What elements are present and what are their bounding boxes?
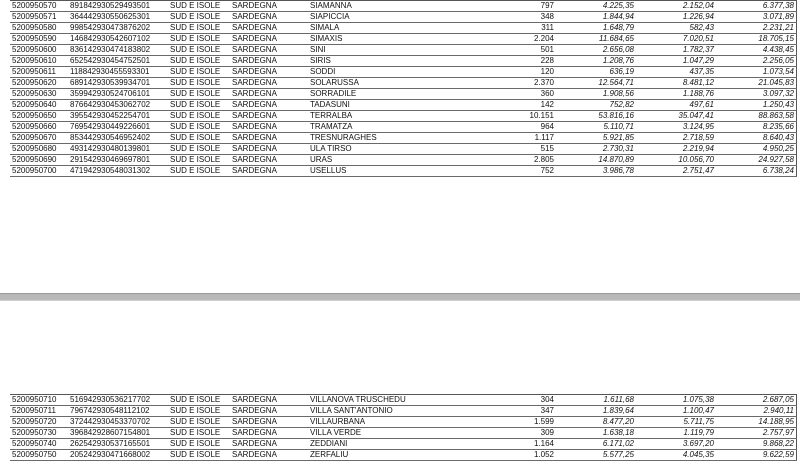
count-cell: 2.805 bbox=[472, 155, 556, 166]
value2-cell: 1.047,29 bbox=[636, 56, 716, 67]
region-cell: SARDEGNA bbox=[230, 56, 308, 67]
table-row bbox=[10, 428, 797, 439]
value2-cell: 1.075,38 bbox=[636, 395, 716, 406]
id-cell: 396842928607154801 bbox=[68, 428, 168, 439]
value2-cell: 7.020,51 bbox=[636, 34, 716, 45]
value1-cell: 53.816,16 bbox=[556, 111, 636, 122]
table-row bbox=[10, 450, 797, 461]
id-cell: 876642930453062702 bbox=[68, 100, 168, 111]
id-cell: 891842930529493501 bbox=[68, 1, 168, 12]
municipality-cell: VILLA SANT'ANTONIO bbox=[308, 406, 472, 417]
value1-cell: 1.844,94 bbox=[556, 12, 636, 23]
document-page-top bbox=[10, 0, 795, 177]
municipality-cell: USELLUS bbox=[308, 166, 472, 177]
table-row bbox=[10, 89, 797, 100]
code-cell: 5200950590 bbox=[10, 34, 68, 45]
code-cell: 5200950610 bbox=[10, 56, 68, 67]
table-body-top bbox=[10, 1, 797, 177]
total-cell: 1.073,54 bbox=[716, 67, 797, 78]
count-cell: 2.204 bbox=[472, 34, 556, 45]
municipality-cell: ZERFALIU bbox=[308, 450, 472, 461]
area-cell: SUD E ISOLE bbox=[168, 67, 230, 78]
id-cell: 205242930471668002 bbox=[68, 450, 168, 461]
count-cell: 304 bbox=[472, 395, 556, 406]
area-cell: SUD E ISOLE bbox=[168, 45, 230, 56]
total-cell: 2.940,11 bbox=[716, 406, 797, 417]
value2-cell: 5.711,75 bbox=[636, 417, 716, 428]
count-cell: 2.370 bbox=[472, 78, 556, 89]
table-row bbox=[10, 56, 797, 67]
municipality-table-top bbox=[10, 0, 797, 177]
value1-cell: 636,19 bbox=[556, 67, 636, 78]
count-cell: 797 bbox=[472, 1, 556, 12]
value2-cell: 8.481,12 bbox=[636, 78, 716, 89]
municipality-cell: TERRALBA bbox=[308, 111, 472, 122]
value2-cell: 2.751,47 bbox=[636, 166, 716, 177]
region-cell: SARDEGNA bbox=[230, 34, 308, 45]
table-row bbox=[10, 417, 797, 428]
value2-cell: 3.124,95 bbox=[636, 122, 716, 133]
table-row bbox=[10, 78, 797, 89]
municipality-cell: TADASUNI bbox=[308, 100, 472, 111]
code-cell: 5200950620 bbox=[10, 78, 68, 89]
code-cell: 5200950650 bbox=[10, 111, 68, 122]
area-cell: SUD E ISOLE bbox=[168, 34, 230, 45]
value1-cell: 5.110,71 bbox=[556, 122, 636, 133]
code-cell: 5200950660 bbox=[10, 122, 68, 133]
municipality-cell: ULA TIRSO bbox=[308, 144, 472, 155]
count-cell: 964 bbox=[472, 122, 556, 133]
value2-cell: 10.056,70 bbox=[636, 155, 716, 166]
area-cell: SUD E ISOLE bbox=[168, 144, 230, 155]
region-cell: SARDEGNA bbox=[230, 45, 308, 56]
table-row bbox=[10, 12, 797, 23]
region-cell: SARDEGNA bbox=[230, 122, 308, 133]
total-cell: 24.927,58 bbox=[716, 155, 797, 166]
table-row bbox=[10, 67, 797, 78]
region-cell: SARDEGNA bbox=[230, 100, 308, 111]
count-cell: 752 bbox=[472, 166, 556, 177]
table-body-bottom bbox=[10, 395, 797, 461]
value2-cell: 1.226,94 bbox=[636, 12, 716, 23]
count-cell: 501 bbox=[472, 45, 556, 56]
code-cell: 5200950580 bbox=[10, 23, 68, 34]
value2-cell: 437,35 bbox=[636, 67, 716, 78]
region-cell: SARDEGNA bbox=[230, 417, 308, 428]
municipality-table-bottom bbox=[10, 394, 797, 461]
region-cell: SARDEGNA bbox=[230, 144, 308, 155]
value1-cell: 5.577,25 bbox=[556, 450, 636, 461]
region-cell: SARDEGNA bbox=[230, 166, 308, 177]
code-cell: 5200950600 bbox=[10, 45, 68, 56]
table-row bbox=[10, 45, 797, 56]
count-cell: 1.117 bbox=[472, 133, 556, 144]
region-cell: SARDEGNA bbox=[230, 395, 308, 406]
table-row bbox=[10, 122, 797, 133]
municipality-cell: SODDI bbox=[308, 67, 472, 78]
value1-cell: 1.611,68 bbox=[556, 395, 636, 406]
value1-cell: 4.225,35 bbox=[556, 1, 636, 12]
region-cell: SARDEGNA bbox=[230, 23, 308, 34]
total-cell: 8.640,43 bbox=[716, 133, 797, 144]
municipality-cell: SIAPICCIA bbox=[308, 12, 472, 23]
total-cell: 3.097,32 bbox=[716, 89, 797, 100]
area-cell: SUD E ISOLE bbox=[168, 1, 230, 12]
total-cell: 4.950,25 bbox=[716, 144, 797, 155]
id-cell: 118842930455593301 bbox=[68, 67, 168, 78]
total-cell: 3.071,89 bbox=[716, 12, 797, 23]
code-cell: 5200950670 bbox=[10, 133, 68, 144]
code-cell: 5200950611 bbox=[10, 67, 68, 78]
value2-cell: 2.718,59 bbox=[636, 133, 716, 144]
municipality-cell: SIMALA bbox=[308, 23, 472, 34]
count-cell: 1.052 bbox=[472, 450, 556, 461]
table-row bbox=[10, 406, 797, 417]
table-row bbox=[10, 1, 797, 12]
table-row bbox=[10, 34, 797, 45]
area-cell: SUD E ISOLE bbox=[168, 23, 230, 34]
total-cell: 88.863,58 bbox=[716, 111, 797, 122]
value2-cell: 497,61 bbox=[636, 100, 716, 111]
value1-cell: 1.638,18 bbox=[556, 428, 636, 439]
area-cell: SUD E ISOLE bbox=[168, 450, 230, 461]
table-row bbox=[10, 155, 797, 166]
value2-cell: 4.045,35 bbox=[636, 450, 716, 461]
id-cell: 516942930536217702 bbox=[68, 395, 168, 406]
area-cell: SUD E ISOLE bbox=[168, 428, 230, 439]
code-cell: 5200950740 bbox=[10, 439, 68, 450]
region-cell: SARDEGNA bbox=[230, 67, 308, 78]
value1-cell: 5.921,85 bbox=[556, 133, 636, 144]
id-cell: 146842930542607102 bbox=[68, 34, 168, 45]
count-cell: 348 bbox=[472, 12, 556, 23]
municipality-cell: VILLA VERDE bbox=[308, 428, 472, 439]
count-cell: 360 bbox=[472, 89, 556, 100]
municipality-cell: VILLAURBANA bbox=[308, 417, 472, 428]
count-cell: 311 bbox=[472, 23, 556, 34]
table-row bbox=[10, 439, 797, 450]
municipality-cell: TRAMATZA bbox=[308, 122, 472, 133]
id-cell: 998542930473876202 bbox=[68, 23, 168, 34]
value1-cell: 1.208,76 bbox=[556, 56, 636, 67]
total-cell: 14.188,95 bbox=[716, 417, 797, 428]
value1-cell: 2.730,31 bbox=[556, 144, 636, 155]
municipality-cell: SIRIS bbox=[308, 56, 472, 67]
count-cell: 347 bbox=[472, 406, 556, 417]
region-cell: SARDEGNA bbox=[230, 450, 308, 461]
count-cell: 228 bbox=[472, 56, 556, 67]
value1-cell: 1.648,79 bbox=[556, 23, 636, 34]
code-cell: 5200950690 bbox=[10, 155, 68, 166]
region-cell: SARDEGNA bbox=[230, 12, 308, 23]
total-cell: 2.231,21 bbox=[716, 23, 797, 34]
count-cell: 1.599 bbox=[472, 417, 556, 428]
id-cell: 372442930453370702 bbox=[68, 417, 168, 428]
code-cell: 5200950640 bbox=[10, 100, 68, 111]
region-cell: SARDEGNA bbox=[230, 1, 308, 12]
value2-cell: 1.119,79 bbox=[636, 428, 716, 439]
code-cell: 5200950700 bbox=[10, 166, 68, 177]
table-row bbox=[10, 144, 797, 155]
region-cell: SARDEGNA bbox=[230, 111, 308, 122]
count-cell: 309 bbox=[472, 428, 556, 439]
code-cell: 5200950710 bbox=[10, 395, 68, 406]
id-cell: 471942930548031302 bbox=[68, 166, 168, 177]
region-cell: SARDEGNA bbox=[230, 89, 308, 100]
total-cell: 2.687,05 bbox=[716, 395, 797, 406]
area-cell: SUD E ISOLE bbox=[168, 100, 230, 111]
id-cell: 493142930480139801 bbox=[68, 144, 168, 155]
id-cell: 359942930524706101 bbox=[68, 89, 168, 100]
area-cell: SUD E ISOLE bbox=[168, 89, 230, 100]
area-cell: SUD E ISOLE bbox=[168, 155, 230, 166]
area-cell: SUD E ISOLE bbox=[168, 133, 230, 144]
table-row bbox=[10, 395, 797, 406]
id-cell: 395542930452254701 bbox=[68, 111, 168, 122]
value2-cell: 1.782,37 bbox=[636, 45, 716, 56]
value2-cell: 1.188,76 bbox=[636, 89, 716, 100]
value2-cell: 2.152,04 bbox=[636, 1, 716, 12]
id-cell: 769542930449226601 bbox=[68, 122, 168, 133]
value2-cell: 3.697,20 bbox=[636, 439, 716, 450]
count-cell: 120 bbox=[472, 67, 556, 78]
area-cell: SUD E ISOLE bbox=[168, 417, 230, 428]
total-cell: 8.235,66 bbox=[716, 122, 797, 133]
id-cell: 689142930539934701 bbox=[68, 78, 168, 89]
area-cell: SUD E ISOLE bbox=[168, 395, 230, 406]
table-row bbox=[10, 111, 797, 122]
municipality-cell: SINI bbox=[308, 45, 472, 56]
code-cell: 5200950630 bbox=[10, 89, 68, 100]
id-cell: 652542930454752501 bbox=[68, 56, 168, 67]
total-cell: 21.045,83 bbox=[716, 78, 797, 89]
total-cell: 4.438,45 bbox=[716, 45, 797, 56]
count-cell: 10.151 bbox=[472, 111, 556, 122]
code-cell: 5200950570 bbox=[10, 1, 68, 12]
code-cell: 5200950680 bbox=[10, 144, 68, 155]
area-cell: SUD E ISOLE bbox=[168, 12, 230, 23]
area-cell: SUD E ISOLE bbox=[168, 439, 230, 450]
code-cell: 5200950720 bbox=[10, 417, 68, 428]
value1-cell: 12.564,71 bbox=[556, 78, 636, 89]
total-cell: 6.377,38 bbox=[716, 1, 797, 12]
count-cell: 1.164 bbox=[472, 439, 556, 450]
municipality-cell: SORRADILE bbox=[308, 89, 472, 100]
area-cell: SUD E ISOLE bbox=[168, 78, 230, 89]
total-cell: 9.622,59 bbox=[716, 450, 797, 461]
table-row bbox=[10, 100, 797, 111]
municipality-cell: SOLARUSSA bbox=[308, 78, 472, 89]
total-cell: 2.757,97 bbox=[716, 428, 797, 439]
code-cell: 5200950571 bbox=[10, 12, 68, 23]
document-page-bottom bbox=[10, 394, 795, 461]
table-row bbox=[10, 23, 797, 34]
municipality-cell: ZEDDIANI bbox=[308, 439, 472, 450]
count-cell: 142 bbox=[472, 100, 556, 111]
code-cell: 5200950711 bbox=[10, 406, 68, 417]
area-cell: SUD E ISOLE bbox=[168, 111, 230, 122]
table-row bbox=[10, 166, 797, 177]
region-cell: SARDEGNA bbox=[230, 428, 308, 439]
municipality-cell: VILLANOVA TRUSCHEDU bbox=[308, 395, 472, 406]
code-cell: 5200950730 bbox=[10, 428, 68, 439]
value1-cell: 11.684,65 bbox=[556, 34, 636, 45]
id-cell: 364442930550625301 bbox=[68, 12, 168, 23]
area-cell: SUD E ISOLE bbox=[168, 122, 230, 133]
area-cell: SUD E ISOLE bbox=[168, 56, 230, 67]
id-cell: 796742930548112102 bbox=[68, 406, 168, 417]
municipality-cell: TRESNURAGHES bbox=[308, 133, 472, 144]
area-cell: SUD E ISOLE bbox=[168, 166, 230, 177]
region-cell: SARDEGNA bbox=[230, 78, 308, 89]
value1-cell: 8.477,20 bbox=[556, 417, 636, 428]
code-cell: 5200950750 bbox=[10, 450, 68, 461]
value2-cell: 582,43 bbox=[636, 23, 716, 34]
value1-cell: 14.870,89 bbox=[556, 155, 636, 166]
value1-cell: 2.656,08 bbox=[556, 45, 636, 56]
table-row bbox=[10, 133, 797, 144]
value1-cell: 3.986,78 bbox=[556, 166, 636, 177]
region-cell: SARDEGNA bbox=[230, 155, 308, 166]
municipality-cell: URAS bbox=[308, 155, 472, 166]
value2-cell: 2.219,94 bbox=[636, 144, 716, 155]
value2-cell: 1.100,47 bbox=[636, 406, 716, 417]
region-cell: SARDEGNA bbox=[230, 133, 308, 144]
value1-cell: 1.839,64 bbox=[556, 406, 636, 417]
id-cell: 853442930546952402 bbox=[68, 133, 168, 144]
value1-cell: 1.908,56 bbox=[556, 89, 636, 100]
total-cell: 6.738,24 bbox=[716, 166, 797, 177]
total-cell: 9.868,22 bbox=[716, 439, 797, 450]
id-cell: 262542930537165501 bbox=[68, 439, 168, 450]
count-cell: 515 bbox=[472, 144, 556, 155]
value1-cell: 6.171,02 bbox=[556, 439, 636, 450]
total-cell: 2.256,05 bbox=[716, 56, 797, 67]
page-separator bbox=[0, 293, 800, 301]
value2-cell: 35.047,41 bbox=[636, 111, 716, 122]
id-cell: 836142930474183802 bbox=[68, 45, 168, 56]
region-cell: SARDEGNA bbox=[230, 406, 308, 417]
total-cell: 1.250,43 bbox=[716, 100, 797, 111]
area-cell: SUD E ISOLE bbox=[168, 406, 230, 417]
municipality-cell: SIAMANNA bbox=[308, 1, 472, 12]
municipality-cell: SIMAXIS bbox=[308, 34, 472, 45]
region-cell: SARDEGNA bbox=[230, 439, 308, 450]
total-cell: 18.705,15 bbox=[716, 34, 797, 45]
id-cell: 291542930469697801 bbox=[68, 155, 168, 166]
value1-cell: 752,82 bbox=[556, 100, 636, 111]
